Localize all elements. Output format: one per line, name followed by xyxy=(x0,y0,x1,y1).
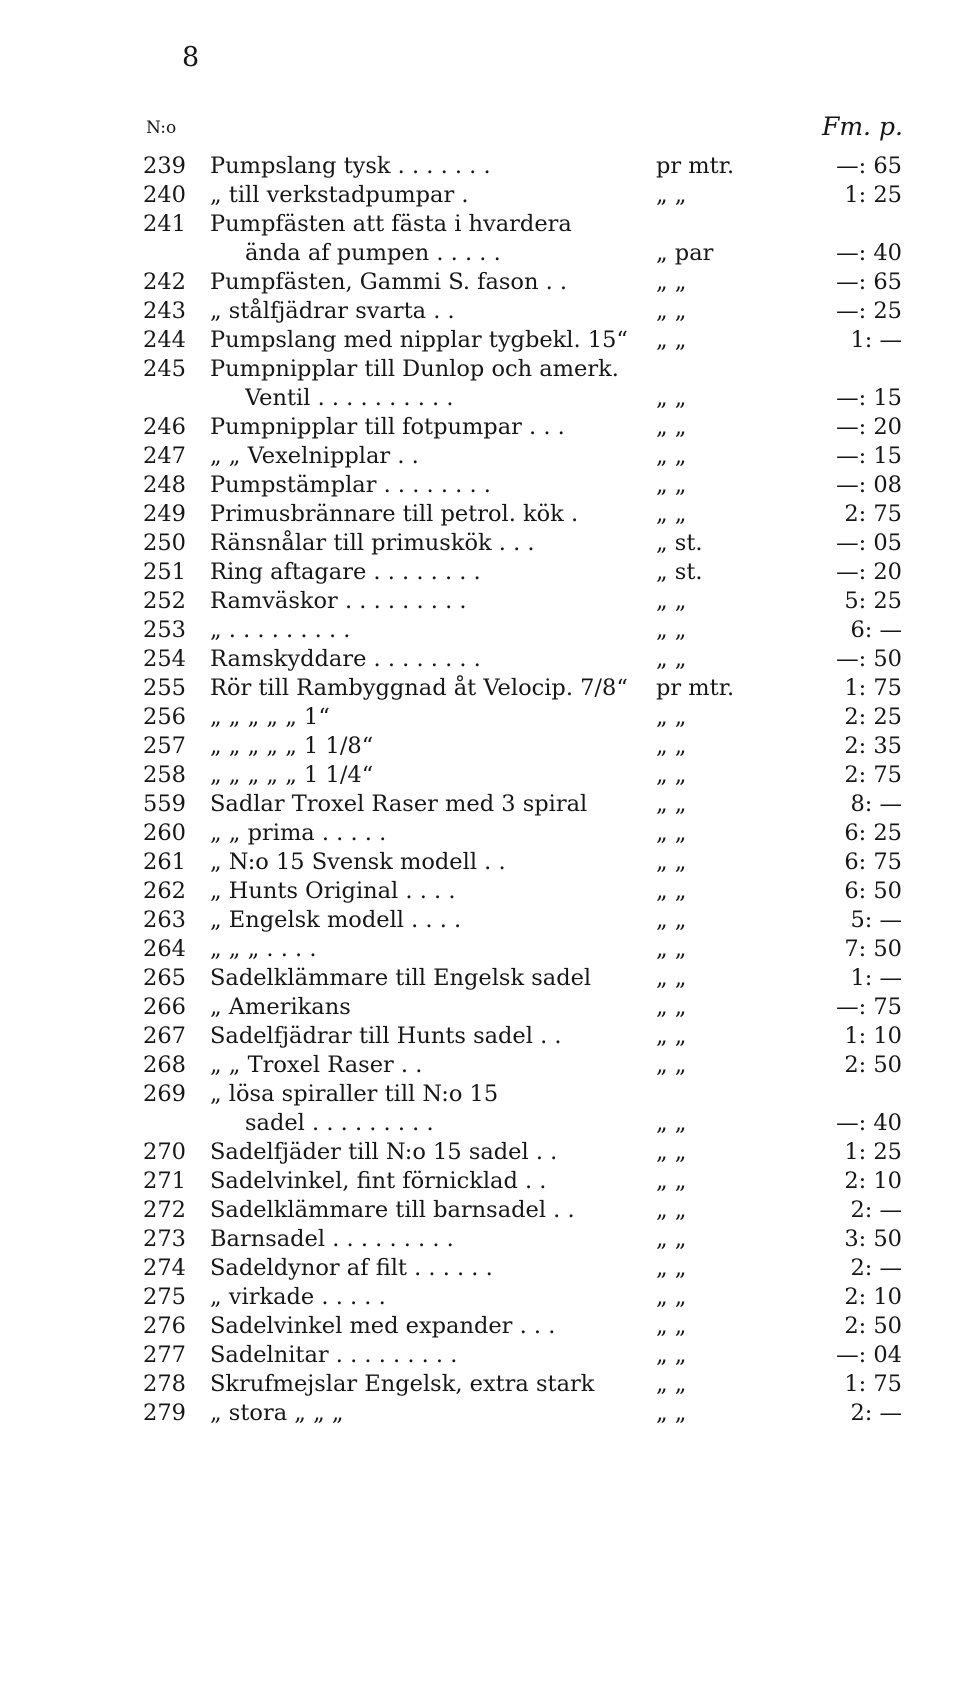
catalog-row xyxy=(0,790,962,819)
column-header xyxy=(0,112,962,152)
item-unit: „ „ xyxy=(656,1371,687,1397)
item-price: —: 75 xyxy=(836,994,902,1020)
item-description: Pumpfästen, Gammi S. fason . . xyxy=(210,269,568,295)
catalog-row xyxy=(0,1399,962,1428)
item-number: 254 xyxy=(143,646,186,672)
item-number: 268 xyxy=(143,1052,186,1078)
item-number: 274 xyxy=(143,1255,186,1281)
item-number: 253 xyxy=(143,617,186,643)
item-unit: „ „ xyxy=(656,1023,687,1049)
item-number: 257 xyxy=(143,733,186,759)
item-number: 249 xyxy=(143,501,186,527)
item-unit: pr mtr. xyxy=(656,153,735,179)
catalog-row xyxy=(0,1283,962,1312)
item-description: Sadelfjädrar till Hunts sadel . . xyxy=(210,1023,562,1049)
item-description: Pumpnipplar till fotpumpar . . . xyxy=(210,414,565,440)
catalog-row xyxy=(0,732,962,761)
item-number: 271 xyxy=(143,1168,186,1194)
catalog-row xyxy=(0,993,962,1022)
catalog-row xyxy=(0,674,962,703)
item-unit: „ par xyxy=(656,240,714,266)
item-unit: „ „ xyxy=(656,1197,687,1223)
item-number: 245 xyxy=(143,356,186,382)
catalog-row xyxy=(0,1138,962,1167)
item-description: „ „ „ . . . . xyxy=(210,936,317,962)
item-description: „ Amerikans xyxy=(210,994,351,1020)
item-price: 1: 10 xyxy=(844,1023,902,1049)
catalog-row xyxy=(0,1196,962,1225)
catalog-row xyxy=(0,964,962,993)
item-price: 6: 25 xyxy=(844,820,902,846)
item-unit: „ „ xyxy=(656,617,687,643)
item-number: 277 xyxy=(143,1342,186,1368)
item-number: 256 xyxy=(143,704,186,730)
item-description: Sadeldynor af filt . . . . . . xyxy=(210,1255,493,1281)
item-price: 1: 25 xyxy=(844,182,902,208)
number-column-label: N:o xyxy=(146,118,177,138)
catalog-row xyxy=(0,297,962,326)
catalog-row xyxy=(0,1312,962,1341)
item-number: 240 xyxy=(143,182,186,208)
item-description: Skrufmejslar Engelsk, extra stark xyxy=(210,1371,595,1397)
item-price: 2: 75 xyxy=(844,501,902,527)
item-number: 275 xyxy=(143,1284,186,1310)
item-price: 2: 75 xyxy=(844,762,902,788)
item-description: Sadelvinkel med expander . . . xyxy=(210,1313,556,1339)
item-unit: „ „ xyxy=(656,501,687,527)
item-unit: „ „ xyxy=(656,1110,687,1136)
catalog-row xyxy=(0,558,962,587)
item-number: 267 xyxy=(143,1023,186,1049)
item-unit: „ „ xyxy=(656,704,687,730)
catalog-row xyxy=(0,703,962,732)
catalog-row xyxy=(0,1109,962,1138)
item-number: 250 xyxy=(143,530,186,556)
item-unit: „ st. xyxy=(656,530,703,556)
item-number: 239 xyxy=(143,153,186,179)
item-price: 3: 50 xyxy=(844,1226,902,1252)
item-number: 279 xyxy=(143,1400,186,1426)
item-description: Sadelvinkel, fint förnicklad . . xyxy=(210,1168,547,1194)
item-unit: „ „ xyxy=(656,762,687,788)
item-number: 242 xyxy=(143,269,186,295)
item-unit: „ „ xyxy=(656,791,687,817)
item-number: 260 xyxy=(143,820,186,846)
catalog-row xyxy=(0,587,962,616)
item-number: 255 xyxy=(143,675,186,701)
item-unit: „ „ xyxy=(656,1342,687,1368)
item-description: Ränsnålar till primuskök . . . xyxy=(210,530,535,556)
item-number: 251 xyxy=(143,559,186,585)
item-price: 1: 75 xyxy=(844,1371,902,1397)
item-number: 241 xyxy=(143,211,186,237)
item-unit: „ „ xyxy=(656,385,687,411)
item-unit: „ „ xyxy=(656,820,687,846)
item-number: 246 xyxy=(143,414,186,440)
item-price: —: 20 xyxy=(836,559,902,585)
item-description: „ stålfjädrar svarta . . xyxy=(210,298,455,324)
item-unit: „ „ xyxy=(656,646,687,672)
item-number: 248 xyxy=(143,472,186,498)
catalog-row xyxy=(0,239,962,268)
item-unit: „ „ xyxy=(656,298,687,324)
item-description: Rör till Rambyggnad åt Velocip. 7/8“ xyxy=(210,675,628,701)
catalog-row xyxy=(0,877,962,906)
item-unit: „ „ xyxy=(656,472,687,498)
item-description: ända af pumpen . . . . . xyxy=(245,240,501,266)
item-price: —: 40 xyxy=(836,240,902,266)
item-number: 252 xyxy=(143,588,186,614)
item-description: Pumpslang tysk . . . . . . . xyxy=(210,153,491,179)
page-number: 8 xyxy=(182,42,201,73)
item-description: „ „ „ „ „ 1 1/8“ xyxy=(210,733,374,759)
item-number: 266 xyxy=(143,994,186,1020)
item-description: Pumpstämplar . . . . . . . . xyxy=(210,472,491,498)
item-price: 2: 50 xyxy=(844,1313,902,1339)
catalog-row xyxy=(0,181,962,210)
item-description: „ „ Troxel Raser . . xyxy=(210,1052,423,1078)
item-description: Ventil . . . . . . . . . . xyxy=(245,385,454,411)
item-description: „ virkade . . . . . xyxy=(210,1284,386,1310)
item-description: „ stora „ „ „ xyxy=(210,1400,344,1426)
item-number: 262 xyxy=(143,878,186,904)
item-description: Pumpfästen att fästa i hvardera xyxy=(210,211,572,237)
item-number: 263 xyxy=(143,907,186,933)
item-number: 269 xyxy=(143,1081,186,1107)
item-price: 2: 10 xyxy=(844,1284,902,1310)
item-price: 1: — xyxy=(850,965,902,991)
catalog-row xyxy=(0,1370,962,1399)
item-price: —: 25 xyxy=(836,298,902,324)
catalog-row xyxy=(0,471,962,500)
item-price: —: 50 xyxy=(836,646,902,672)
item-description: sadel . . . . . . . . . xyxy=(245,1110,434,1136)
catalog-row xyxy=(0,1051,962,1080)
item-description: Pumpnipplar till Dunlop och amerk. xyxy=(210,356,619,382)
item-unit: „ st. xyxy=(656,559,703,585)
item-price: 6: 75 xyxy=(844,849,902,875)
item-number: 265 xyxy=(143,965,186,991)
item-description: Ramväskor . . . . . . . . . xyxy=(210,588,467,614)
item-unit: „ „ xyxy=(656,269,687,295)
item-description: „ lösa spiraller till N:o 15 xyxy=(210,1081,499,1107)
item-number: 276 xyxy=(143,1313,186,1339)
item-number: 264 xyxy=(143,936,186,962)
item-price: —: 40 xyxy=(836,1110,902,1136)
item-description: „ N:o 15 Svensk modell . . xyxy=(210,849,506,875)
item-price: 5: 25 xyxy=(844,588,902,614)
item-price: 7: 50 xyxy=(844,936,902,962)
item-description: Sadelfjäder till N:o 15 sadel . . xyxy=(210,1139,558,1165)
item-number: 273 xyxy=(143,1226,186,1252)
item-description: Ring aftagare . . . . . . . . xyxy=(210,559,481,585)
item-unit: „ „ xyxy=(656,1255,687,1281)
item-unit: „ „ xyxy=(656,936,687,962)
catalog-row xyxy=(0,1080,962,1109)
item-price: 2: 10 xyxy=(844,1168,902,1194)
item-unit: „ „ xyxy=(656,1226,687,1252)
item-number: 261 xyxy=(143,849,186,875)
item-price: 1: 25 xyxy=(844,1139,902,1165)
item-unit: „ „ xyxy=(656,878,687,904)
item-price: 2: — xyxy=(850,1197,902,1223)
item-price: —: 15 xyxy=(836,443,902,469)
item-number: 278 xyxy=(143,1371,186,1397)
item-unit: „ „ xyxy=(656,1139,687,1165)
catalog-row xyxy=(0,1254,962,1283)
item-description: „ . . . . . . . . . xyxy=(210,617,351,643)
item-price: 1: — xyxy=(850,327,902,353)
item-price: 2: — xyxy=(850,1255,902,1281)
item-price: —: 20 xyxy=(836,414,902,440)
catalog-row xyxy=(0,268,962,297)
item-unit: „ „ xyxy=(656,414,687,440)
item-price: —: 15 xyxy=(836,385,902,411)
item-description: „ Hunts Original . . . . xyxy=(210,878,456,904)
item-price: 2: — xyxy=(850,1400,902,1426)
item-unit: „ „ xyxy=(656,1168,687,1194)
item-description: Ramskyddare . . . . . . . . xyxy=(210,646,481,672)
item-price: —: 04 xyxy=(836,1342,902,1368)
item-unit: „ „ xyxy=(656,965,687,991)
catalog-row xyxy=(0,819,962,848)
item-number: 272 xyxy=(143,1197,186,1223)
catalog-row xyxy=(0,848,962,877)
catalog-row xyxy=(0,1022,962,1051)
item-number: 243 xyxy=(143,298,186,324)
item-price: 2: 50 xyxy=(844,1052,902,1078)
item-unit: „ „ xyxy=(656,1400,687,1426)
item-price: —: 65 xyxy=(836,269,902,295)
item-price: —: 08 xyxy=(836,472,902,498)
item-price: 6: 50 xyxy=(844,878,902,904)
catalog-row xyxy=(0,355,962,384)
item-description: Pumpslang med nipplar tygbekl. 15“ xyxy=(210,327,628,353)
item-unit: „ „ xyxy=(656,849,687,875)
catalog-row xyxy=(0,529,962,558)
catalog-row xyxy=(0,1341,962,1370)
item-price: 1: 75 xyxy=(844,675,902,701)
catalog-row xyxy=(0,442,962,471)
item-unit: „ „ xyxy=(656,733,687,759)
catalog-row xyxy=(0,616,962,645)
item-number: 258 xyxy=(143,762,186,788)
price-column-label: Fm. p. xyxy=(822,112,903,141)
catalog-list xyxy=(0,152,962,1428)
catalog-row xyxy=(0,326,962,355)
item-unit: pr mtr. xyxy=(656,675,735,701)
item-price: 8: — xyxy=(850,791,902,817)
item-unit: „ „ xyxy=(656,588,687,614)
item-unit: „ „ xyxy=(656,182,687,208)
catalog-row xyxy=(0,1225,962,1254)
catalog-row xyxy=(0,384,962,413)
item-price: —: 05 xyxy=(836,530,902,556)
item-unit: „ „ xyxy=(656,1284,687,1310)
item-description: Sadelnitar . . . . . . . . . xyxy=(210,1342,458,1368)
item-unit: „ „ xyxy=(656,994,687,1020)
catalog-row xyxy=(0,935,962,964)
item-description: „ „ „ „ „ 1“ xyxy=(210,704,330,730)
item-unit: „ „ xyxy=(656,327,687,353)
catalog-row xyxy=(0,906,962,935)
catalog-row xyxy=(0,152,962,181)
item-price: 5: — xyxy=(850,907,902,933)
catalog-row xyxy=(0,210,962,239)
item-description: Primusbrännare till petrol. kök . xyxy=(210,501,579,527)
item-description: „ Engelsk modell . . . . xyxy=(210,907,462,933)
item-number: 559 xyxy=(143,791,186,817)
item-unit: „ „ xyxy=(656,907,687,933)
item-description: „ „ prima . . . . . xyxy=(210,820,387,846)
catalog-row xyxy=(0,645,962,674)
item-unit: „ „ xyxy=(656,1313,687,1339)
item-price: 6: — xyxy=(850,617,902,643)
item-number: 247 xyxy=(143,443,186,469)
item-description: „ „ Vexelnipplar . . xyxy=(210,443,419,469)
item-unit: „ „ xyxy=(656,443,687,469)
item-description: Barnsadel . . . . . . . . . xyxy=(210,1226,454,1252)
item-number: 270 xyxy=(143,1139,186,1165)
item-number: 244 xyxy=(143,327,186,353)
catalog-row xyxy=(0,500,962,529)
catalog-row xyxy=(0,761,962,790)
catalog-row xyxy=(0,413,962,442)
item-description: „ till verkstadpumpar . xyxy=(210,182,469,208)
item-unit: „ „ xyxy=(656,1052,687,1078)
catalog-row xyxy=(0,1167,962,1196)
item-description: Sadelklämmare till barnsadel . . xyxy=(210,1197,575,1223)
item-price: 2: 25 xyxy=(844,704,902,730)
item-price: 2: 35 xyxy=(844,733,902,759)
item-price: —: 65 xyxy=(836,153,902,179)
item-description: Sadelklämmare till Engelsk sadel xyxy=(210,965,592,991)
item-description: „ „ „ „ „ 1 1/4“ xyxy=(210,762,374,788)
item-description: Sadlar Troxel Raser med 3 spiral xyxy=(210,791,588,817)
